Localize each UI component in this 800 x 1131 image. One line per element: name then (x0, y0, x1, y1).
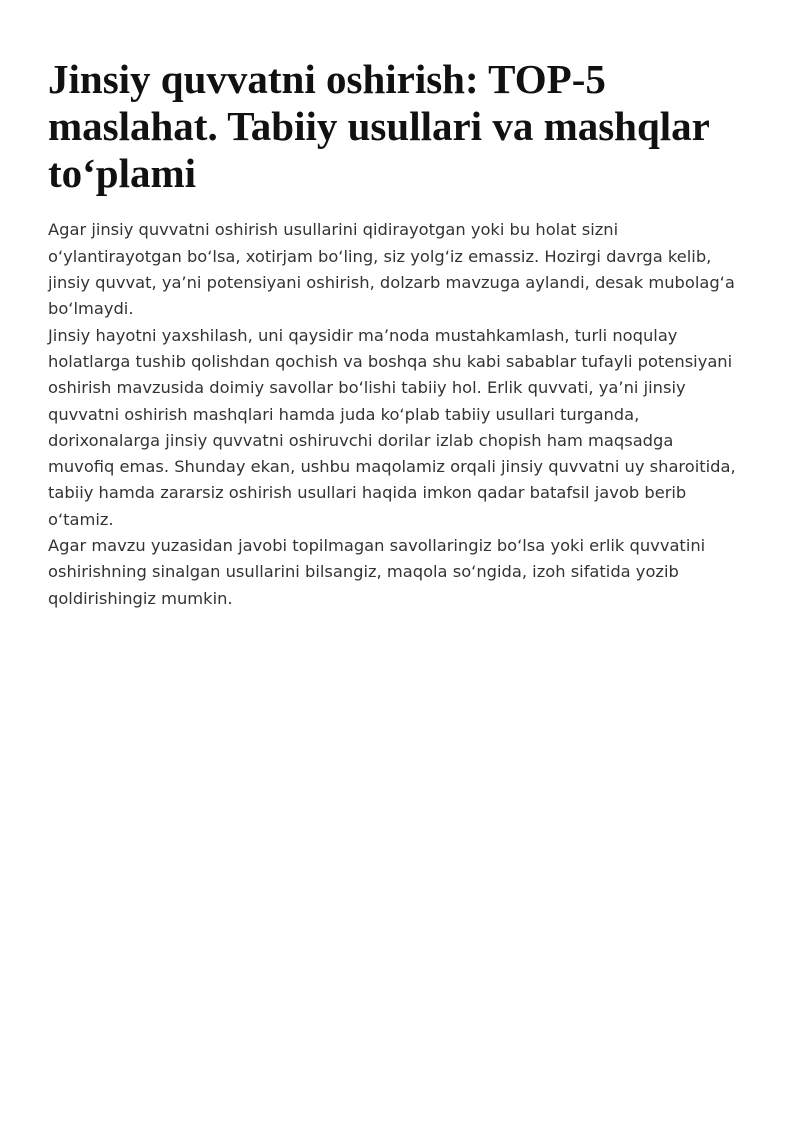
article-body (48, 217, 738, 611)
article-paragraph-1: Agar jinsiy quvvatni oshirish usullarini qidirayotgan yoki bu holat sizni o‘ylantirayotgan bo‘lsa, xotirjam bo‘ling, siz yolg‘iz emassiz. Hozirgi davrga kelib, jinsiy quvvat, ya’ni potensiyani oshirish, dolzarb mavzuga aylandi, desak mubolag‘a bo‘lmaydi. (48, 220, 735, 319)
article-paragraph-2: Jinsiy hayotni yaxshilash, uni qaysidir ma’noda mustahkamlash, turli noqulay holatlarga tushib qolishdan qochish va boshqa shu kabi sabablar tufayli potensiyani oshirish mavzusida doimiy savollar bo‘lishi tabiiy hol. Erlik quvvati, ya’ni jinsiy quvvatni oshirish mashqlari hamda juda ko‘plab tabiiy usullari turganda, dorixonalarga jinsiy quvvatni oshiruvchi dorilar izlab chopish ham maqsadga muvofiq emas. Shunday ekan, ushbu maqolamiz orqali jinsiy quvvatni uy sharoitida, tabiiy hamda zararsiz oshirish usullari haqida imkon qadar batafsil javob berib o‘tamiz. (48, 325, 736, 529)
article-paragraph-3: Agar mavzu yuzasidan javobi topilmagan savollaringiz bo‘lsa yoki erlik quvvatini oshirishning sinalgan usullarini bilsangiz, maqola so‘ngida, izoh sifatida yozib qoldirishingiz mumkin. (48, 535, 706, 608)
article-title: Jinsiy quvvatni oshirish: TOP-5 maslahat. Tabiiy usullari va mashqlar to‘plami (48, 56, 710, 197)
article (48, 56, 738, 612)
